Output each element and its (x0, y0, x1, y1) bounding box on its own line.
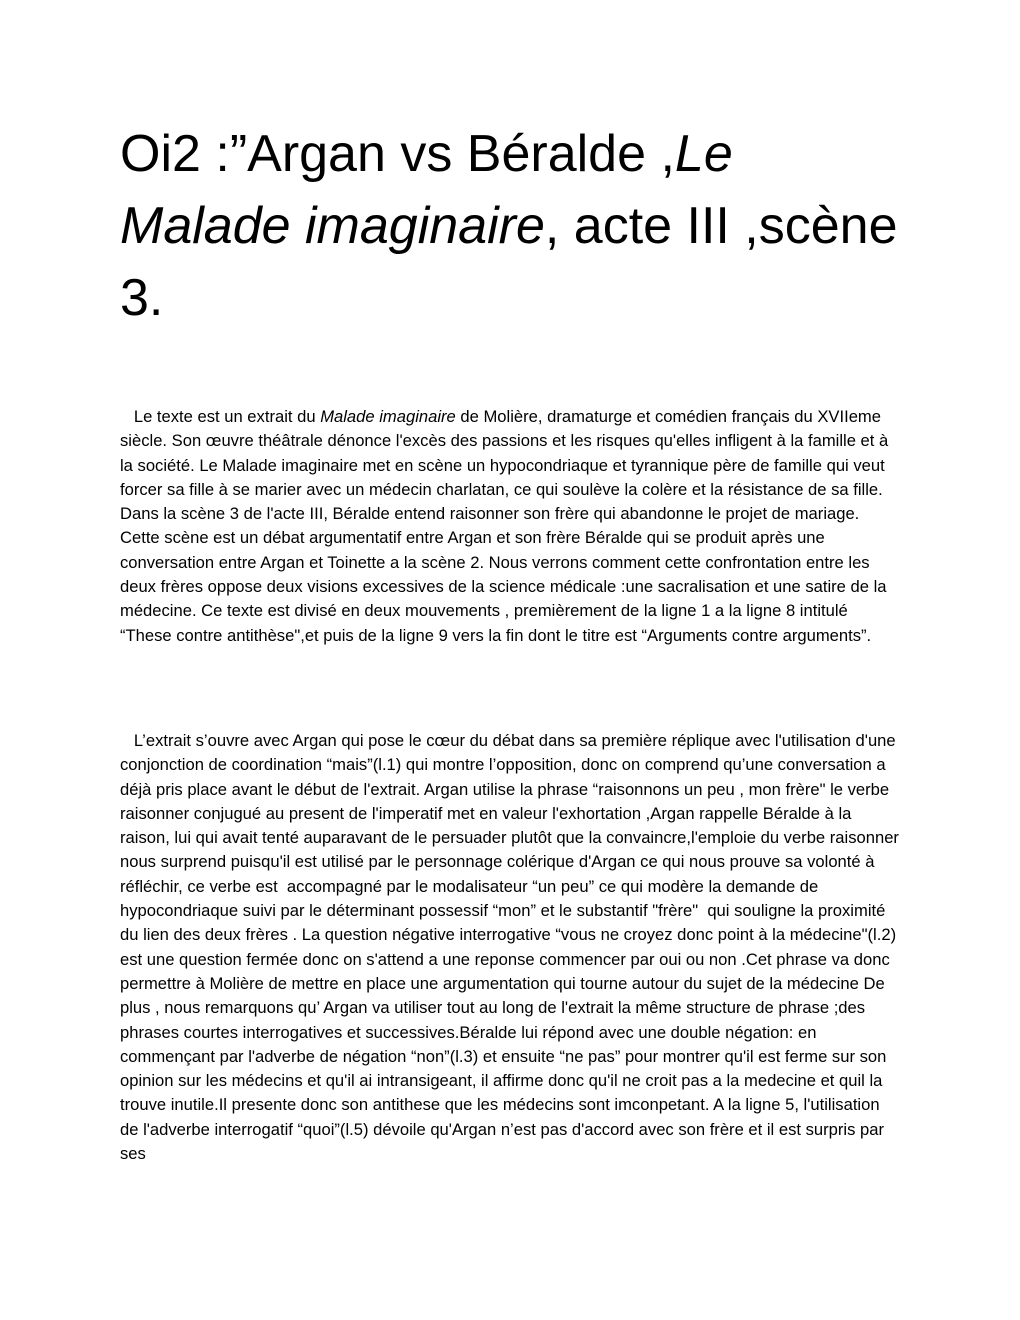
intro-text-start: Le texte est un extrait du (120, 407, 321, 426)
analysis-paragraph: L’extrait s’ouvre avec Argan qui pose le cœur du débat dans sa première réplique avec l'utilisation d'une conjonction de coordination “mais”(l.1) qui montre l’opposition, donc on comprend qu’une conversation a déjà pris place avant le début de l'extrait. Argan utilise la phrase “raisonnons un peu , mon frère" le verbe raisonner conjugué au present de l'imperatif met en valeur l'exhortation ,Argan rappelle Béralde à la raison, lui qui avait tenté auparavant de le persuader plutôt que la convaincre,l'emploie du verbe raisonner nous surprend puisqu'il est utilisé par le personnage colérique d'Argan ce qui nous prouve sa volonté à réfléchir, ce verbe est accompagné par le modalisateur “un peu” ce qui modère la demande de hypocondriaque suivi par le déterminant possessif “mon” et le substantif "frère" qui souligne la proximité du lien des deux frères . La question négative interrogative “vous ne croyez donc point à la médecine"(l.2) est une question fermée donc on s'attend a une reponse commencer par oui ou non .Cet phrase va donc permettre à Molière de mettre en place une argumentation qui tourne autour du sujet de la médecine De plus , nous remarquons qu’ Argan va utiliser tout au long de l'extrait la même structure de phrase ;des phrases courtes interrogatives et successives.Béralde lui répond avec une double négation: en commençant par l'adverbe de négation “non”(l.3) et ensuite “ne pas” pour montrer qu'il est ferme sur son opinion sur les médecins et qu'il ai intransigeant, il affirme donc qu'il ne croit pas a la medecine et quil la trouve inutile.Il presente donc son antithese que les médecins sont imconpetant. A la ligne 5, l'utilisation de l'adverbe interrogatif “quoi”(l.5) dévoile qu'Argan n’est pas d'accord avec son frère et il est surpris par ses (120, 731, 904, 1164)
intro-paragraph (120, 405, 902, 648)
intro-italic-work: Malade imaginaire (320, 407, 456, 426)
title-part-2: , acte III ,scène 3. (120, 197, 898, 327)
title-italic-work: Le Malade imaginaire (120, 125, 733, 255)
document-title (120, 118, 900, 334)
intro-text-rest: de Molière, dramaturge et comédien français du XVIIeme siècle. Son œuvre théâtrale dénonce l'excès des passions et les risques qu'elles infligent à la famille et à la société. Le Malade imaginaire met en scène un hypocondriaque et tyrannique père de famille qui veut forcer sa fille à se marier avec un médecin charlatan, ce qui soulève la colère et la résistance de sa fille. Dans la scène 3 de l'acte III, Béralde entend raisonner son frère qui abandonne le projet de mariage. Cette scène est un débat argumentatif entre Argan et son frère Béralde qui se produit après une conversation entre Argan et Toinette a la scène 2. Nous verrons comment cette confrontation entre les deux frères oppose deux visions excessives de la science médicale :une sacralisation et une satire de la médecine. Ce texte est divisé en deux mouvements , premièrement de la ligne 1 a la ligne 8 intitulé “These contre antithèse",et puis de la ligne 9 vers la fin dont le titre est “Arguments contre arguments”. (120, 407, 893, 645)
title-part-1: Oi2 :”Argan vs Béralde , (120, 125, 675, 183)
